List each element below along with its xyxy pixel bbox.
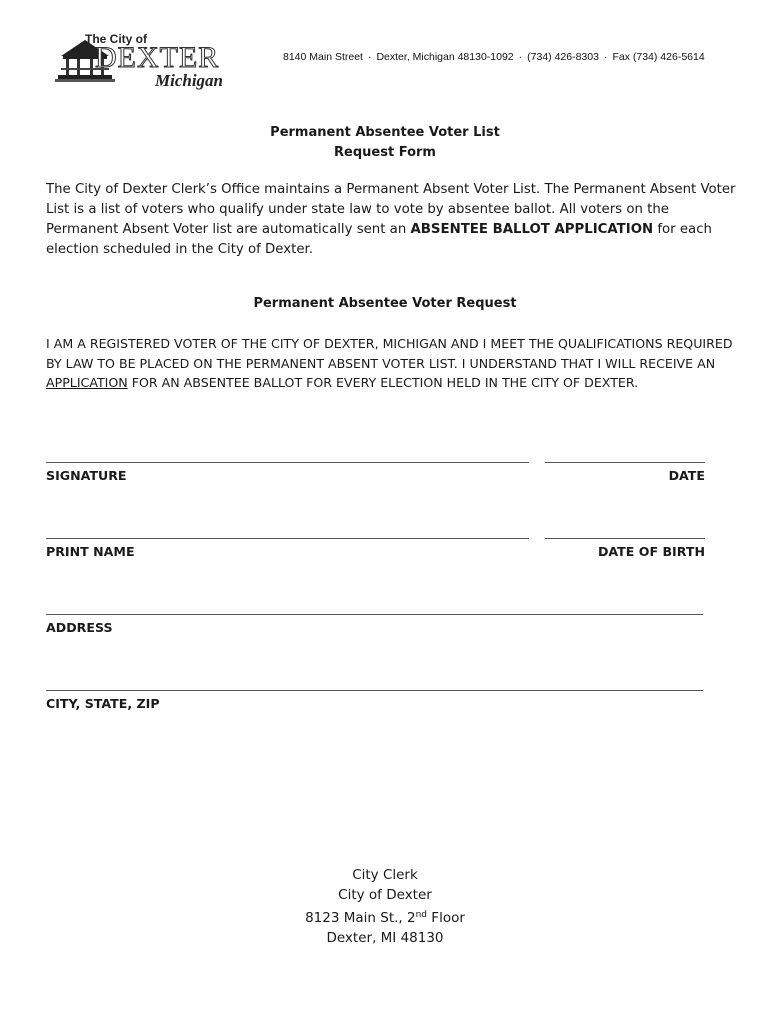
clerk-title: City Clerk: [352, 867, 418, 883]
address-label: ADDRESS: [46, 620, 113, 635]
form-title-line1: Permanent Absentee Voter List: [270, 125, 500, 140]
print-name-line[interactable]: [46, 538, 529, 539]
date-line[interactable]: [545, 462, 705, 463]
address-line[interactable]: [46, 614, 703, 615]
city-logo: [55, 30, 240, 92]
header-contact: 8140 Main Street · Dexter, Michigan 48130-1092 · (734) 426-8303 · Fax (734) 426-5614: [283, 51, 705, 63]
logo-top-text: The City of: [85, 32, 147, 46]
intro-paragraph: The City of Dexter Clerk’s Office maintains a Permanent Absent Voter List. The Permanent Absent Voter List is a list of voters who qualify under state law to vote by absentee ballot. All voters on the Permanent Absent Voter list are automatically sent an ABSENTEE BALLOT APPLICATION for each election scheduled in the City of Dexter.: [46, 182, 736, 257]
intro-bold-text: ABSENTEE BALLOT APPLICATION: [410, 222, 654, 237]
city-state-zip-line[interactable]: [46, 690, 703, 691]
header-fax: Fax (734) 426-5614: [612, 51, 705, 63]
header-city: Dexter, Michigan 48130-1092: [376, 51, 514, 63]
request-heading: Permanent Absentee Voter Request: [253, 296, 517, 311]
date-of-birth-label: DATE OF BIRTH: [597, 544, 705, 559]
logo-script-text: Michigan: [155, 71, 224, 90]
date-label: DATE: [668, 468, 705, 483]
clerk-address-block: [0, 865, 770, 948]
logo-main-text: DEXTER: [95, 41, 220, 74]
print-name-label: PRINT NAME: [46, 544, 135, 559]
city-state-zip-label: CITY, STATE, ZIP: [46, 696, 160, 711]
date-of-birth-line[interactable]: [545, 538, 705, 539]
form-title-line2: Request Form: [334, 145, 436, 160]
signature-line[interactable]: [46, 462, 529, 463]
application-underlined: APPLICATION: [46, 375, 128, 390]
clerk-city: City of Dexter: [338, 887, 432, 903]
header-address: 8140 Main Street: [283, 51, 363, 63]
clerk-city-state-zip: Dexter, MI 48130: [326, 930, 444, 946]
signature-label: SIGNATURE: [46, 468, 127, 483]
clerk-street: 8123 Main St., 2nd Floor: [305, 910, 465, 926]
statement-paragraph: I AM A REGISTERED VOTER OF THE CITY OF DEXTER, MICHIGAN AND I MEET THE QUALIFICATIONS REQUIRED BY LAW TO BE PLACED ON THE PERMANENT ABSENT VOTER LIST. I UNDERSTAND THAT I WILL RECEIVE AN APPLICATION FOR AN ABSENTEE BALLOT FOR EVERY ELECTION HELD IN THE CITY OF DEXTER.: [46, 336, 733, 390]
header-phone: (734) 426-8303: [527, 51, 599, 63]
